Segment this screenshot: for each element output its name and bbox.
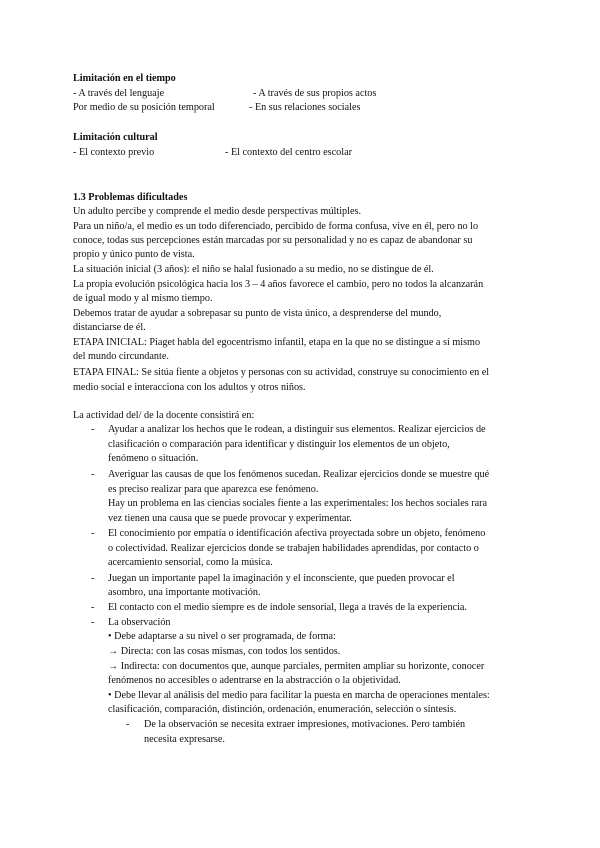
list-item: - El contexto del centro escolar [225, 147, 353, 158]
paragraph-line: de igual modo y al mismo tiempo. [73, 293, 213, 304]
dash-bullet: - [91, 602, 95, 613]
list-item: Ayudar a analizar los hechos que le rodean, a distinguir sus elementos. Realizar ejercicios de [108, 424, 486, 435]
list-item: Por medio de su posición temporal [73, 102, 215, 113]
list-item: - En sus relaciones sociales [249, 102, 361, 113]
list-item: asombro, una importante motivación. [108, 587, 261, 598]
paragraph-line: Debemos tratar de ayudar a sobrepasar su punto de vista único, a desprenderse del mundo, [73, 308, 442, 319]
dash-bullet: - [91, 617, 95, 628]
list-item: - A través de sus propios actos [253, 88, 377, 99]
dash-bullet: - [126, 719, 130, 730]
list-item: necesita expresarse. [144, 734, 225, 745]
activity-intro: La actividad del/ de la docente consistirá en: [73, 410, 255, 421]
list-item: Hay un problema en las ciencias sociales fiente a las experimentales: los hechos sociales rara [108, 498, 488, 509]
list-item: es preciso realizar para que aparezca ese fenómeno. [108, 484, 319, 495]
paragraph-line: Un adulto percibe y comprende el medio desde perspectivas múltiples. [73, 206, 361, 217]
dash-bullet: - [91, 528, 95, 539]
paragraph-line: conoce, todas sus percepciones están marcadas por su personalidad y no es capaz de abandonar su [73, 235, 473, 246]
list-item: - A través del lenguaje [73, 88, 165, 99]
list-item: De la observación se necesita extraer impresiones, motivaciones. Pero también [144, 719, 466, 730]
paragraph-line: medio social e interacciona con los adultos y otros niños. [73, 382, 306, 393]
list-item: acercamiento sensorial, como la música. [108, 557, 273, 568]
list-item: - El contexto previo [73, 147, 155, 158]
dash-bullet: - [91, 573, 95, 584]
list-item: clasificación o comparación para identificar y distinguir los elementos de un objeto, [108, 439, 450, 450]
dash-bullet: - [91, 424, 95, 435]
paragraph-line: distanciarse de él. [73, 322, 146, 333]
list-item: → Indirecta: con documentos que, aunque parciales, permiten ampliar su horizonte, conocer [108, 661, 485, 672]
paragraph-line: La propia evolución psicológica hacia los 3 – 4 años favorece el cambio, pero no todos la alcanzarán [73, 279, 484, 290]
list-item: fenómenos no accesibles o adentrarse en la abstracción o la objetividad. [108, 675, 401, 686]
list-item: El contacto con el medio siempre es de índole sensorial, llega a través de la experiencia. [108, 602, 467, 613]
list-item: La observación [108, 617, 171, 628]
paragraph-line: del mundo circundante. [73, 351, 169, 362]
list-item: clasificación, comparación, distinción, ordenación, enumeración, selección o síntesis. [108, 704, 457, 715]
list-item: fenómeno o situación. [108, 453, 199, 464]
paragraph-line: La situación inicial (3 años): el niño se halal fusionado a su medio, no se distingue de él. [73, 264, 434, 275]
list-item: • Debe adaptarse a su nivel o ser programada, de forma: [108, 631, 336, 642]
list-item: vez tienen una causa que se puede provocar y experimentar. [108, 513, 352, 524]
section-heading: Limitación en el tiempo [73, 73, 176, 84]
list-item: Juegan un importante papel la imaginación y el inconsciente, que pueden provocar el [108, 573, 455, 584]
paragraph-line: ETAPA FINAL: Se sitúa fiente a objetos y personas con su actividad, construye su conocimiento en el [73, 367, 490, 378]
paragraph-line: propio y único punto de vista. [73, 249, 195, 260]
list-item: El conocimiento por empatía o identificación afectiva proyectada sobre un objeto, fenómeno [108, 528, 486, 539]
list-item: • Debe llevar al análisis del medio para facilitar la puesta en marcha de operaciones mentales: [108, 690, 490, 701]
paragraph-line: Para un niño/a, el medio es un todo diferenciado, percibido de forma confusa, vive en él, pero no lo [73, 221, 479, 232]
dash-bullet: - [91, 469, 95, 480]
paragraph-line: ETAPA INICIAL: Piaget habla del egocentrismo infantil, etapa en la que no se distingue a sí mismo [73, 337, 481, 348]
list-item: o colectividad. Realizar ejercicios donde se trabajen habilidades aprendidas, por contacto o [108, 543, 479, 554]
section-heading: Limitación cultural [73, 132, 158, 143]
section-heading: 1.3 Problemas dificultades [73, 192, 188, 203]
list-item: Averiguar las causas de que los fenómenos sucedan. Realizar ejercicios donde se muestre qué [108, 469, 490, 480]
list-item: → Directa: con las cosas mismas, con todos los sentidos. [108, 646, 341, 657]
